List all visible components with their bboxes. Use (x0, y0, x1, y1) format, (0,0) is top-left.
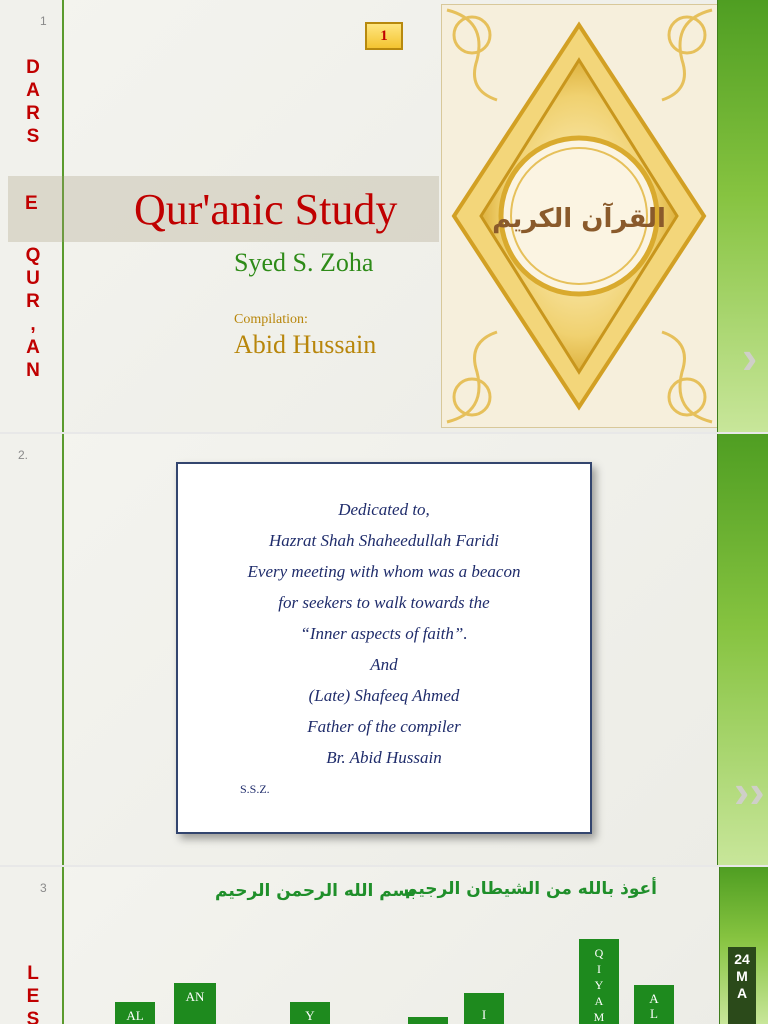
word-box: Y (290, 1002, 330, 1024)
vertical-title-middle: E (25, 193, 38, 214)
slide-number: 1 (40, 14, 47, 28)
slide-gutter (0, 434, 64, 865)
side-box-line: 24 (734, 951, 750, 967)
side-box-line: M (736, 968, 748, 984)
letter: R (26, 291, 40, 312)
letter: U (26, 268, 40, 289)
dedication-line: Dedicated to, (338, 500, 430, 519)
dedication-line: Father of the compiler (307, 717, 461, 736)
word-box (408, 1017, 448, 1024)
dedication-card (176, 462, 592, 834)
quran-cover-image (441, 4, 718, 428)
letter: , (30, 314, 36, 335)
word-box: I (464, 993, 504, 1024)
letter: R (26, 103, 40, 124)
word-box: AN (174, 983, 216, 1024)
taawwuz-calligraphy: أعوذ بالله من الشيطان الرجيم (405, 879, 657, 899)
vertical-title (22, 962, 44, 1024)
word-box: Q I Y A M (579, 939, 619, 1024)
letter: D (26, 57, 40, 78)
word-box: A L (634, 985, 674, 1024)
word-box: AL (115, 1002, 155, 1024)
slide-number: 2. (18, 448, 29, 462)
letter: N (26, 360, 40, 381)
letter: L (27, 963, 39, 984)
letter: E (26, 986, 40, 1007)
slide-title: Qur'anic Study (134, 185, 398, 234)
slide-2 (0, 434, 768, 865)
dedication-line: (Late) Shafeeq Ahmed (308, 686, 460, 705)
author-name: Syed S. Zoha (234, 248, 374, 277)
side-box-line: A (736, 985, 748, 1001)
vertical-title-top (22, 56, 44, 148)
vertical-title-bottom (22, 244, 44, 382)
compilation-label: Compilation: (234, 312, 308, 327)
letter: Q (25, 245, 41, 266)
letter: S (26, 126, 40, 147)
slide-number: 3 (40, 881, 47, 895)
letter: A (26, 80, 40, 101)
dedication-line: And (370, 655, 398, 674)
calligraphy-text: القرآن الكريم (492, 204, 666, 234)
dedication-line: for seekers to walk towards the (278, 593, 490, 612)
compiler-name: Abid Hussain (234, 330, 377, 359)
letter: A (26, 337, 40, 358)
letter: S (26, 1009, 40, 1024)
dedication-line: Every meeting with whom was a beacon (247, 562, 521, 581)
chevron-decoration-icon: ›› (734, 765, 765, 817)
side-info-box (728, 947, 756, 1024)
ornament-illustration (442, 5, 717, 427)
dedication-signature: S.S.Z. (240, 782, 270, 796)
basmala-calligraphy: بسم الله الرحمن الرحيم (215, 881, 417, 901)
dedication-line: Br. Abid Hussain (326, 748, 442, 767)
dedication-line: Hazrat Shah Shaheedullah Faridi (269, 531, 499, 550)
dedication-line: “Inner aspects of faith”. (300, 624, 468, 643)
page-badge: 1 (365, 22, 403, 50)
dedication-text (178, 494, 590, 773)
chevron-decoration-icon: › (742, 331, 758, 383)
slide-1 (0, 0, 768, 432)
slide-3 (0, 867, 768, 1024)
